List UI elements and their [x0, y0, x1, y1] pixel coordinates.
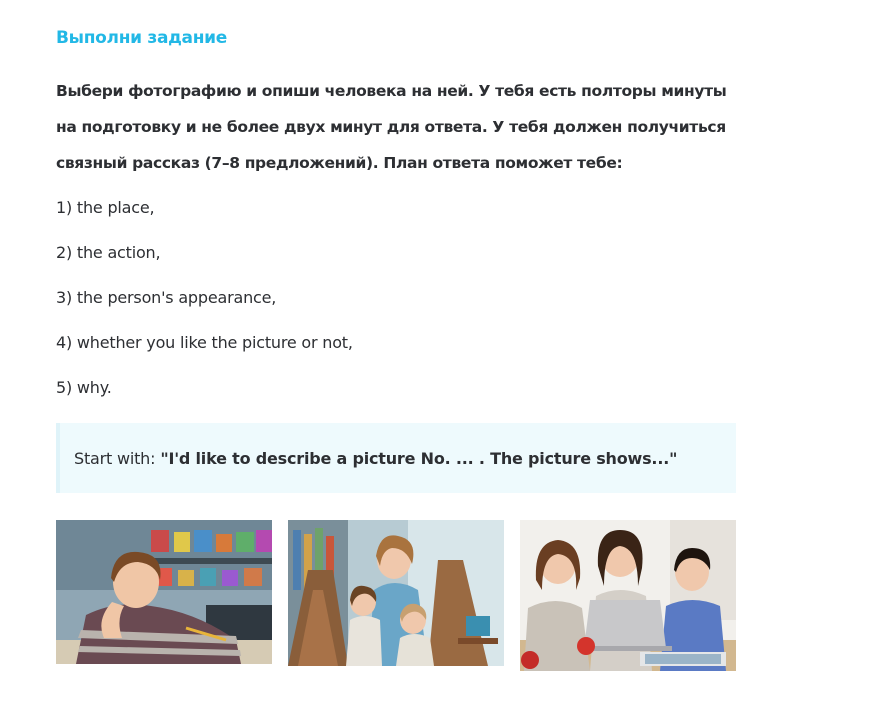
hint-prefix: Start with: — [74, 448, 156, 468]
plan-item-place: 1) the place, — [56, 198, 155, 217]
answer-plan-list — [56, 196, 353, 421]
photo-1[interactable] — [56, 520, 272, 664]
photo-three-children-with-laptop-icon — [520, 520, 736, 671]
plan-item-appearance: 3) the person's appearance, — [56, 288, 277, 307]
photo-teacher-with-children-painting-icon — [288, 520, 504, 666]
start-with-hint — [56, 423, 736, 493]
photo-boy-thinking-at-desk-icon — [56, 520, 272, 664]
task-title: Выполни задание — [56, 28, 228, 48]
task-instructions: Выбери фотографию и опиши человека на ней. У тебя есть полторы минуты на подготовку и не более двух минут для ответа. У тебя должен получиться связный рассказ (7–8 предложений). План ответа поможет тебе: — [56, 82, 727, 172]
photo-2[interactable] — [288, 520, 504, 666]
plan-item-action: 2) the action, — [56, 243, 161, 262]
hint-phrase: "I'd like to describe a picture No. ... . The picture shows..." — [160, 448, 678, 468]
plan-item-opinion: 4) whether you like the picture or not, — [56, 333, 353, 352]
plan-item-why: 5) why. — [56, 378, 112, 397]
photo-3[interactable] — [520, 520, 736, 671]
